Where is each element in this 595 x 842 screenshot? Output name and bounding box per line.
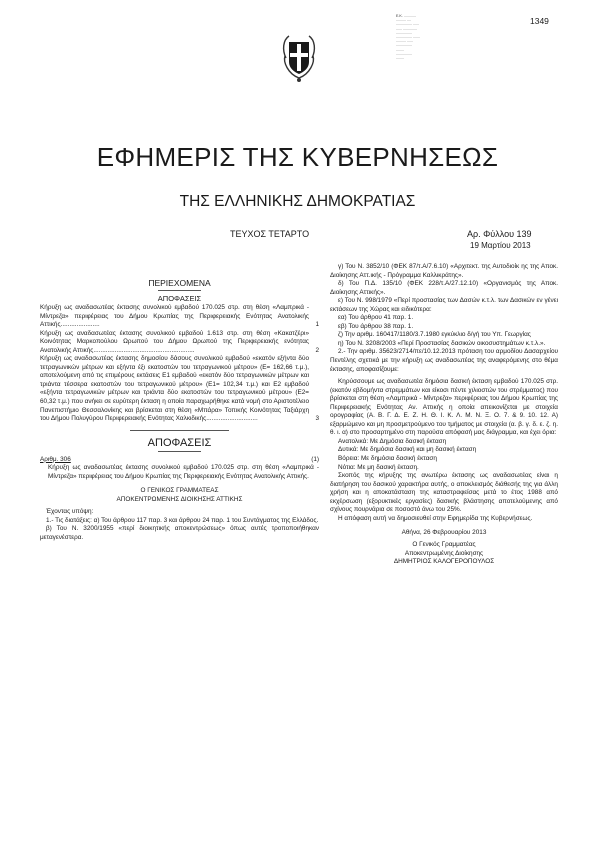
signer-title: Αποκεντρωμένης Διοίκησης <box>404 549 484 557</box>
gazette-title: ΕΦΗΜΕΡΙΣ ΤΗΣ ΚΥΒΕΡΝΗΣΕΩΣ <box>96 142 499 172</box>
coat-of-arms-icon <box>280 28 318 88</box>
boundary-north: Βόρεια: Με δημόσια δασική έκταση <box>338 455 437 463</box>
print-stamp <box>396 14 472 60</box>
toc-entry-page: 2 <box>315 346 319 354</box>
contents-heading: ΠΕΡΙΕΧΟΜΕΝΑ <box>148 278 211 288</box>
signer-title: Ο Γενικός Γραμματέας <box>412 540 476 548</box>
legal-item: εβ) Του άρθρου 38 παρ. 1. <box>338 322 414 330</box>
legal-item: η) Του Ν. 3208/2003 «Περί Προστασίας δασικών οικοσυστημάτων κ.τ.λ.». <box>338 339 546 347</box>
left-column <box>40 278 319 543</box>
signer-name: ΔΗΜΗΤΡΙΟΣ ΚΑΛΟΓΕΡΟΠΟΥΛΟΣ <box>393 558 495 566</box>
section-divider <box>130 430 229 431</box>
toc-entry[interactable] <box>40 330 319 356</box>
stamp-line: Ε.Κ. ............ <box>396 14 416 18</box>
authority-line: Ο ΓΕΝΙΚΟΣ ΓΡΑΜΜΑΤΕΑΣ <box>140 487 219 495</box>
boundary-south: Νότια: Με μη δασική έκταση. <box>338 463 419 471</box>
legal-item: δ) Του Π.Δ. 135/10 (ΦΕΚ 228/τ.Α/27.12.10) «Οργανισμός της Αποκ. Διοίκησης Αττικής». <box>330 280 558 296</box>
legal-item: ζ) Την αριθμ. 160417/1180/3.7.1980 εγκύκλιο δ/γή του Υπ. Γεωργίας <box>338 331 531 339</box>
heading-rule <box>158 290 201 291</box>
legal-item: εα) Του άρθρου 41 παρ. 1. <box>338 314 414 322</box>
decision-purpose: Σκοπός της κήρυξης της ανωτέρω έκτασης ως αναδασωτέας είναι η διατήρηση του δασικού χαρακτήρα αυτής, ο αποκλεισμός διάθεσής της για άλλη χρήση και η αποκατάσταση της καταστραφείσας μετά το έτος 1988 από εκχέρσωση (εξορυκτικές εργασίες) δασικής βλάστησης αποτελούμενης από σχίνους πουρνάρια σε ποσοστό άνω του 25%. <box>330 472 558 514</box>
page-number: 1349 <box>530 16 549 26</box>
stamp-line: ................ <box>396 43 412 48</box>
legal-item: β) Του Ν. 3200/1955 «περί διοικητικής αποκεντρώσεως» όπως αυτές τροποποιήθηκαν μεταγενέστερα. <box>40 525 319 542</box>
toc-entry-page: 1 <box>315 321 319 329</box>
stamp-line: .......... ...... <box>396 39 413 44</box>
toc-entry-text: Κήρυξη ως αναδασωτέας έκτασης συνολικού εμβαδού 170.025 στρ. στη θέση «Λαμπρικά - Μίντρεζα» περιφέρειας του Δήμου Κρωπίας της Περιφερειακής Ενότητας Ανατολικής Αττικής...................... <box>40 304 309 329</box>
decision-summary: Κήρυξη ως αναδασωτέας έκτασης συνολικού εμβαδού 170.025 στρ. στη θέση «Λαμπρικά - Μίντρεζα» περιφέρειας του Δήμου Κρωπίας της Περιφερειακής Ενότητας Ανατολικής Αττικής. <box>48 464 319 480</box>
toc-entry-text: Κήρυξη ως αναδασωτέας έκτασης συνολικού εμβαδού 1.613 στρ. στη θέση «Κακατζέρι» Κοινότητας Μαρκοπούλου Ωρωπού του Δήμου Ωρωπού της Περιφερειακής ενότητας Ανατολικής Αττικής......................................................... <box>40 329 309 354</box>
issue-label: ΤΕΥΧΟΣ ΤΕΤΑΡΤΟ <box>230 229 310 239</box>
stamp-line: ................ ....... <box>396 35 420 40</box>
issue-date: 19 Μαρτίου 2013 <box>470 241 531 250</box>
gazette-subtitle: ΤΗΣ ΕΛΛΗΝΙΚΗΣ ΔΗΜΟΚΡΑΤΙΑΣ <box>179 193 416 210</box>
stamp-line: ...... .............. <box>396 26 417 31</box>
decision-body: Κηρύσσουμε ως αναδασωτέα δημόσια δασική έκταση εμβαδού 170.025 στρ. (εκατόν εβδομήντα στρεμμάτων και είκοσι πέντε χιλιοστών του στρέμματος) που βρίσκεται στη θέση «Λαμπρικά - Μίντρεζα» περιφέρειας του Δήμου Κρωπίας της Περιφερειακής Ενότητας Αν. Αττικής η οποία απεικονίζεται με στοιχεία ορογραφίας (Α. Β. Γ. Δ. Ε. Ζ. Η. Θ. Ι. Κ. Λ. Μ. Ν. Ξ. Ο. 7. & 9. 10. 12. Α) εξαρμώμενο και μη προσμετρούμενο του τμήματος με στοιχεία (α. β. γ. δ. ε. ζ. η. θ. ι. α) στο προσαρτημένο στη παρούσα απόφασή μας διάγραμμα, και έχει όρια: <box>330 378 558 437</box>
contents-subheading: ΑΠΟΦΑΣΕΙΣ <box>157 294 202 303</box>
decisions-heading: ΑΠΟΦΑΣΕΙΣ <box>147 436 212 449</box>
considering-label: Έχοντας υπόψη: <box>46 508 94 516</box>
publication-order: Η απόφαση αυτή να δημοσιευθεί στην Εφημερίδα της Κυβερνήσεως. <box>338 514 533 522</box>
legal-item: 2.- Την αριθμ. 35623/2714/πε/10.12.2013 πρόταση του αρμοδίου Δασαρχείου Πεντέλης σχετικά με την κήρυξη ως αναδασωτέας της αναφερόμενης στο θέμα έκτασης, αποφασίζουμε: <box>330 348 558 373</box>
toc-entry[interactable] <box>40 304 319 330</box>
legal-item: ε) Του Ν. 998/1979 «Περί προστασίας των Δασών κ.τ.λ. των Δασικών εν γένει εκτάσεων της Χώρας και ειδικότερα: <box>330 297 558 313</box>
right-column <box>330 263 558 567</box>
toc-entry-page: 3 <box>315 415 319 423</box>
stamp-line: ................ <box>396 51 412 56</box>
stamp-line: ................ <box>396 30 412 35</box>
authority-line: ΑΠΟΚΕΝΤΡΩΜΕΝΗΣ ΔΙΟΙΚΗΣΗΣ ΑΤΤΙΚΗΣ <box>116 495 243 503</box>
boundary-east: Ανατολικά: Με Δημόσια δασική έκταση <box>338 437 447 445</box>
toc-entry[interactable] <box>40 355 319 423</box>
legal-item: γ) Του Ν. 3852/10 (ΦΕΚ 87/τ.Α/7.6.10) «Αρχιτεκτ. της Αυτοδιοίκ ης της Αποκ. Διοίκησης Αττ.ικής - Πρόγραμμα Καλλικράτης». <box>330 263 558 279</box>
signature-place-date: Αθήνα, 26 Φεβρουαρίου 2013 <box>401 529 487 537</box>
legal-item: 1.- Τις διατάξεις: α) Του άρθρου 117 παρ. 3 και άρθρου 24 παρ. 1 του Συντάγματος της Ελλάδος. <box>46 516 319 524</box>
decision-ref: (1) <box>311 455 319 463</box>
stamp-line: ........ <box>396 56 404 61</box>
boundary-west: Δυτικά: Με δημόσια δασική και μη δασική έκταση <box>338 446 477 454</box>
stamp-line: .......... .... <box>396 18 411 23</box>
decision-number-row <box>40 456 319 465</box>
stamp-line: ................ ...... <box>396 22 419 27</box>
toc-entry-text: Κήρυξη ως αναδασωτέας έκτασης δημοσίου δάσους συνολικού εμβαδού «εκατόν εξήντα δύο τετραγωνικών μέτρων και εξήντα έξι εκατοστών του τετραγωνικού μέτρου» (Ε= 162,66 τ.μ.), αποτελούμενη από τις επιμέρους εκτάσεις Ε1 εμβαδού «εκατόν δύο τετραγωνικών μέτρων και τριάντα τέσσερα εκατοστών του τετραγωνικού μέτρου» (Ε1= 102,34 τ.μ.) και Ε2 εμβαδού «εξήντα τετραγωνικών μέτρων και τριάντα δύο εκατοστών του τετραγωνικού μέτρου» (Ε2= 60,32 τ.μ.) που ανήκει σε ευρύτερη έκταση η οποία παραχωρήθηκε κατά νομή στο Αριστοτέλειο Πανεπιστήμιο Θεσσαλονίκης και βρίσκεται στη θέση «Μπάρα» Τοπικής Κοινότητας Ταξιάρχη του Δήμου Πολυγύρου Περιφερειακής Ενότητας Χαλκιδικής............................. <box>40 355 309 423</box>
stamp-line: ........ <box>396 47 404 52</box>
sheet-number: Αρ. Φύλλου 139 <box>467 229 532 239</box>
heading-rule <box>158 451 201 452</box>
decision-number: Αριθμ. 306 <box>40 455 71 463</box>
